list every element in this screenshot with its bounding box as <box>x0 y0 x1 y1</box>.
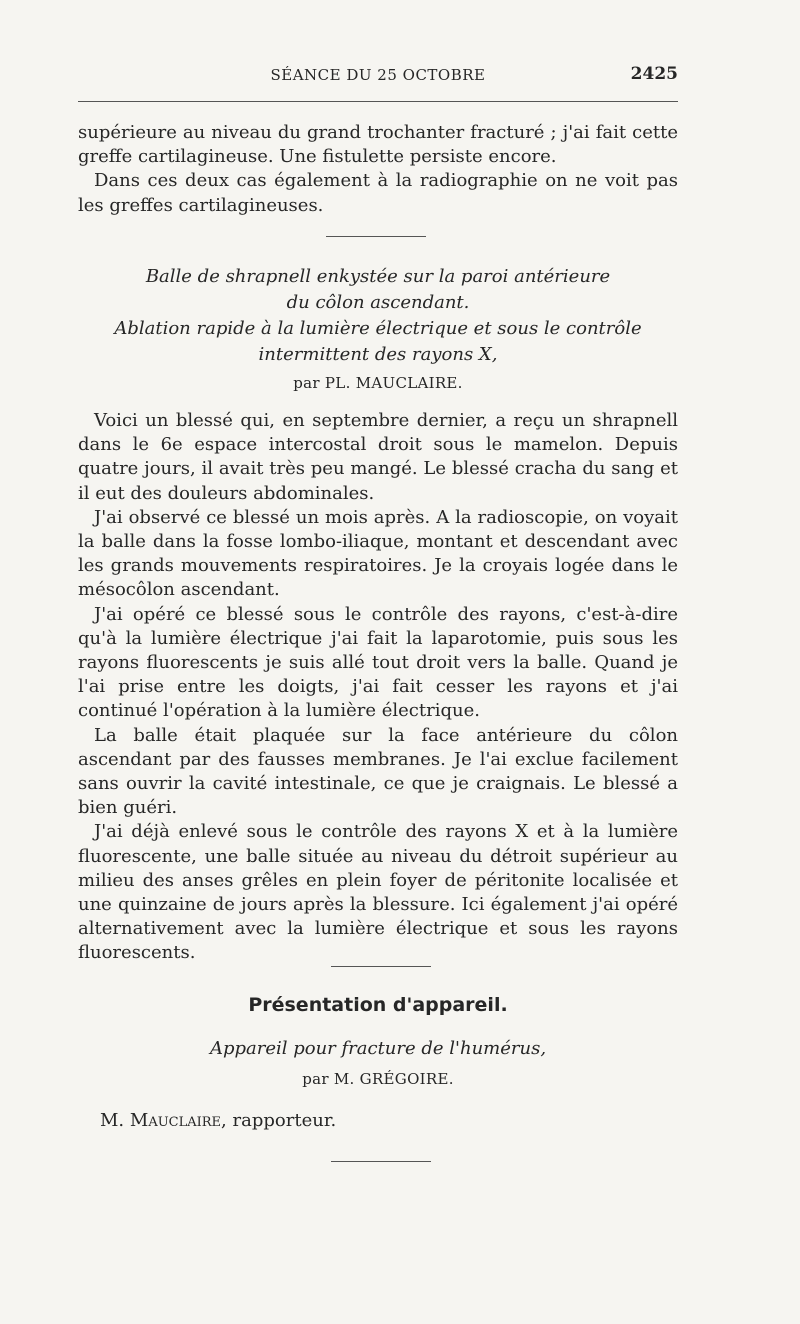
separator-2 <box>331 966 431 967</box>
rapporteur-prefix: M. <box>100 1110 125 1131</box>
section-title: Appareil pour fracture de l'humérus, <box>209 1038 547 1059</box>
separator-3 <box>331 1161 431 1162</box>
article-title-line-1: Balle de shrapnell enkystée sur la paroi antérieure <box>145 266 611 287</box>
article-author: par PL. MAUCLAIRE. <box>293 374 463 392</box>
article-title-line-4: intermittent des rayons X, <box>258 344 498 365</box>
page-number: 2425 <box>630 64 678 84</box>
article-paragraph-4: La balle était plaquée sur la face antérieure du côlon ascendant par des fausses membranes. Je l'ai exclue facilement sans ouvrir la cavité intestinale, ce que je craignais. Le blessé a bien guéri. <box>78 724 678 819</box>
intro-paragraph-2: Dans ces deux cas également à la radiographie on ne voit pas les greffes cartilagineuses. <box>78 170 678 216</box>
article-title-line-2: du côlon ascendant. <box>286 292 470 313</box>
rapporteur-role: rapporteur. <box>232 1110 337 1131</box>
intro-text <box>78 121 678 218</box>
article-title-line-3: Ablation rapide à la lumière électrique et sous le contrôle <box>114 318 642 339</box>
article-paragraph-5: J'ai déjà enlevé sous le contrôle des rayons X et à la lumière fluorescente, une balle située au niveau du détroit supérieur au milieu des anses grêles en plein foyer de péritonite localisée et une quinzaine de jours après la blessure. Ici également j'ai opéré alternativement avec la lumière électrique et sous les rayons fluorescents. <box>78 821 678 964</box>
separator-1 <box>326 236 426 237</box>
article-paragraph-2: J'ai observé ce blessé un mois après. A la radioscopie, on voyait la balle dans la fosse lombo-iliaque, montant et descendant avec les grands mouvements respiratoires. Je la croyais logée dans le mésocôlon ascendant. <box>78 506 678 601</box>
rapporteur-name: Mauclaire, <box>129 1110 227 1131</box>
article-body <box>78 409 678 966</box>
running-header <box>78 62 678 86</box>
intro-paragraph-1: supérieure au niveau du grand trochanter fracturé ; j'ai fait cette greffe cartilagineuse. Une fistulette persiste encore. <box>78 122 678 168</box>
article-paragraph-1: Voici un blessé qui, en septembre dernier, a reçu un shrapnell dans le 6e espace intercostal droit sous le mamelon. Depuis quatre jours, il avait très peu mangé. Le blessé cracha du sang et il eut des douleurs abdominales. <box>78 410 678 504</box>
header-rule <box>78 101 678 102</box>
section-author: par M. GRÉGOIRE. <box>302 1070 454 1088</box>
article-paragraph-3: J'ai opéré ce blessé sous le contrôle des rayons, c'est-à-dire qu'à la lumière électrique j'ai fait la laparotomie, puis sous les rayons fluorescents je suis allé tout droit vers la balle. Quand je l'ai prise entre les doigts, j'ai fait cesser les rayons et j'ai continué l'opération à la lumière électrique. <box>78 603 678 722</box>
running-title: SÉANCE DU 25 OCTOBRE <box>270 66 486 84</box>
rapporteur-line <box>100 1110 336 1131</box>
section-heading: Présentation d'appareil. <box>248 994 508 1016</box>
